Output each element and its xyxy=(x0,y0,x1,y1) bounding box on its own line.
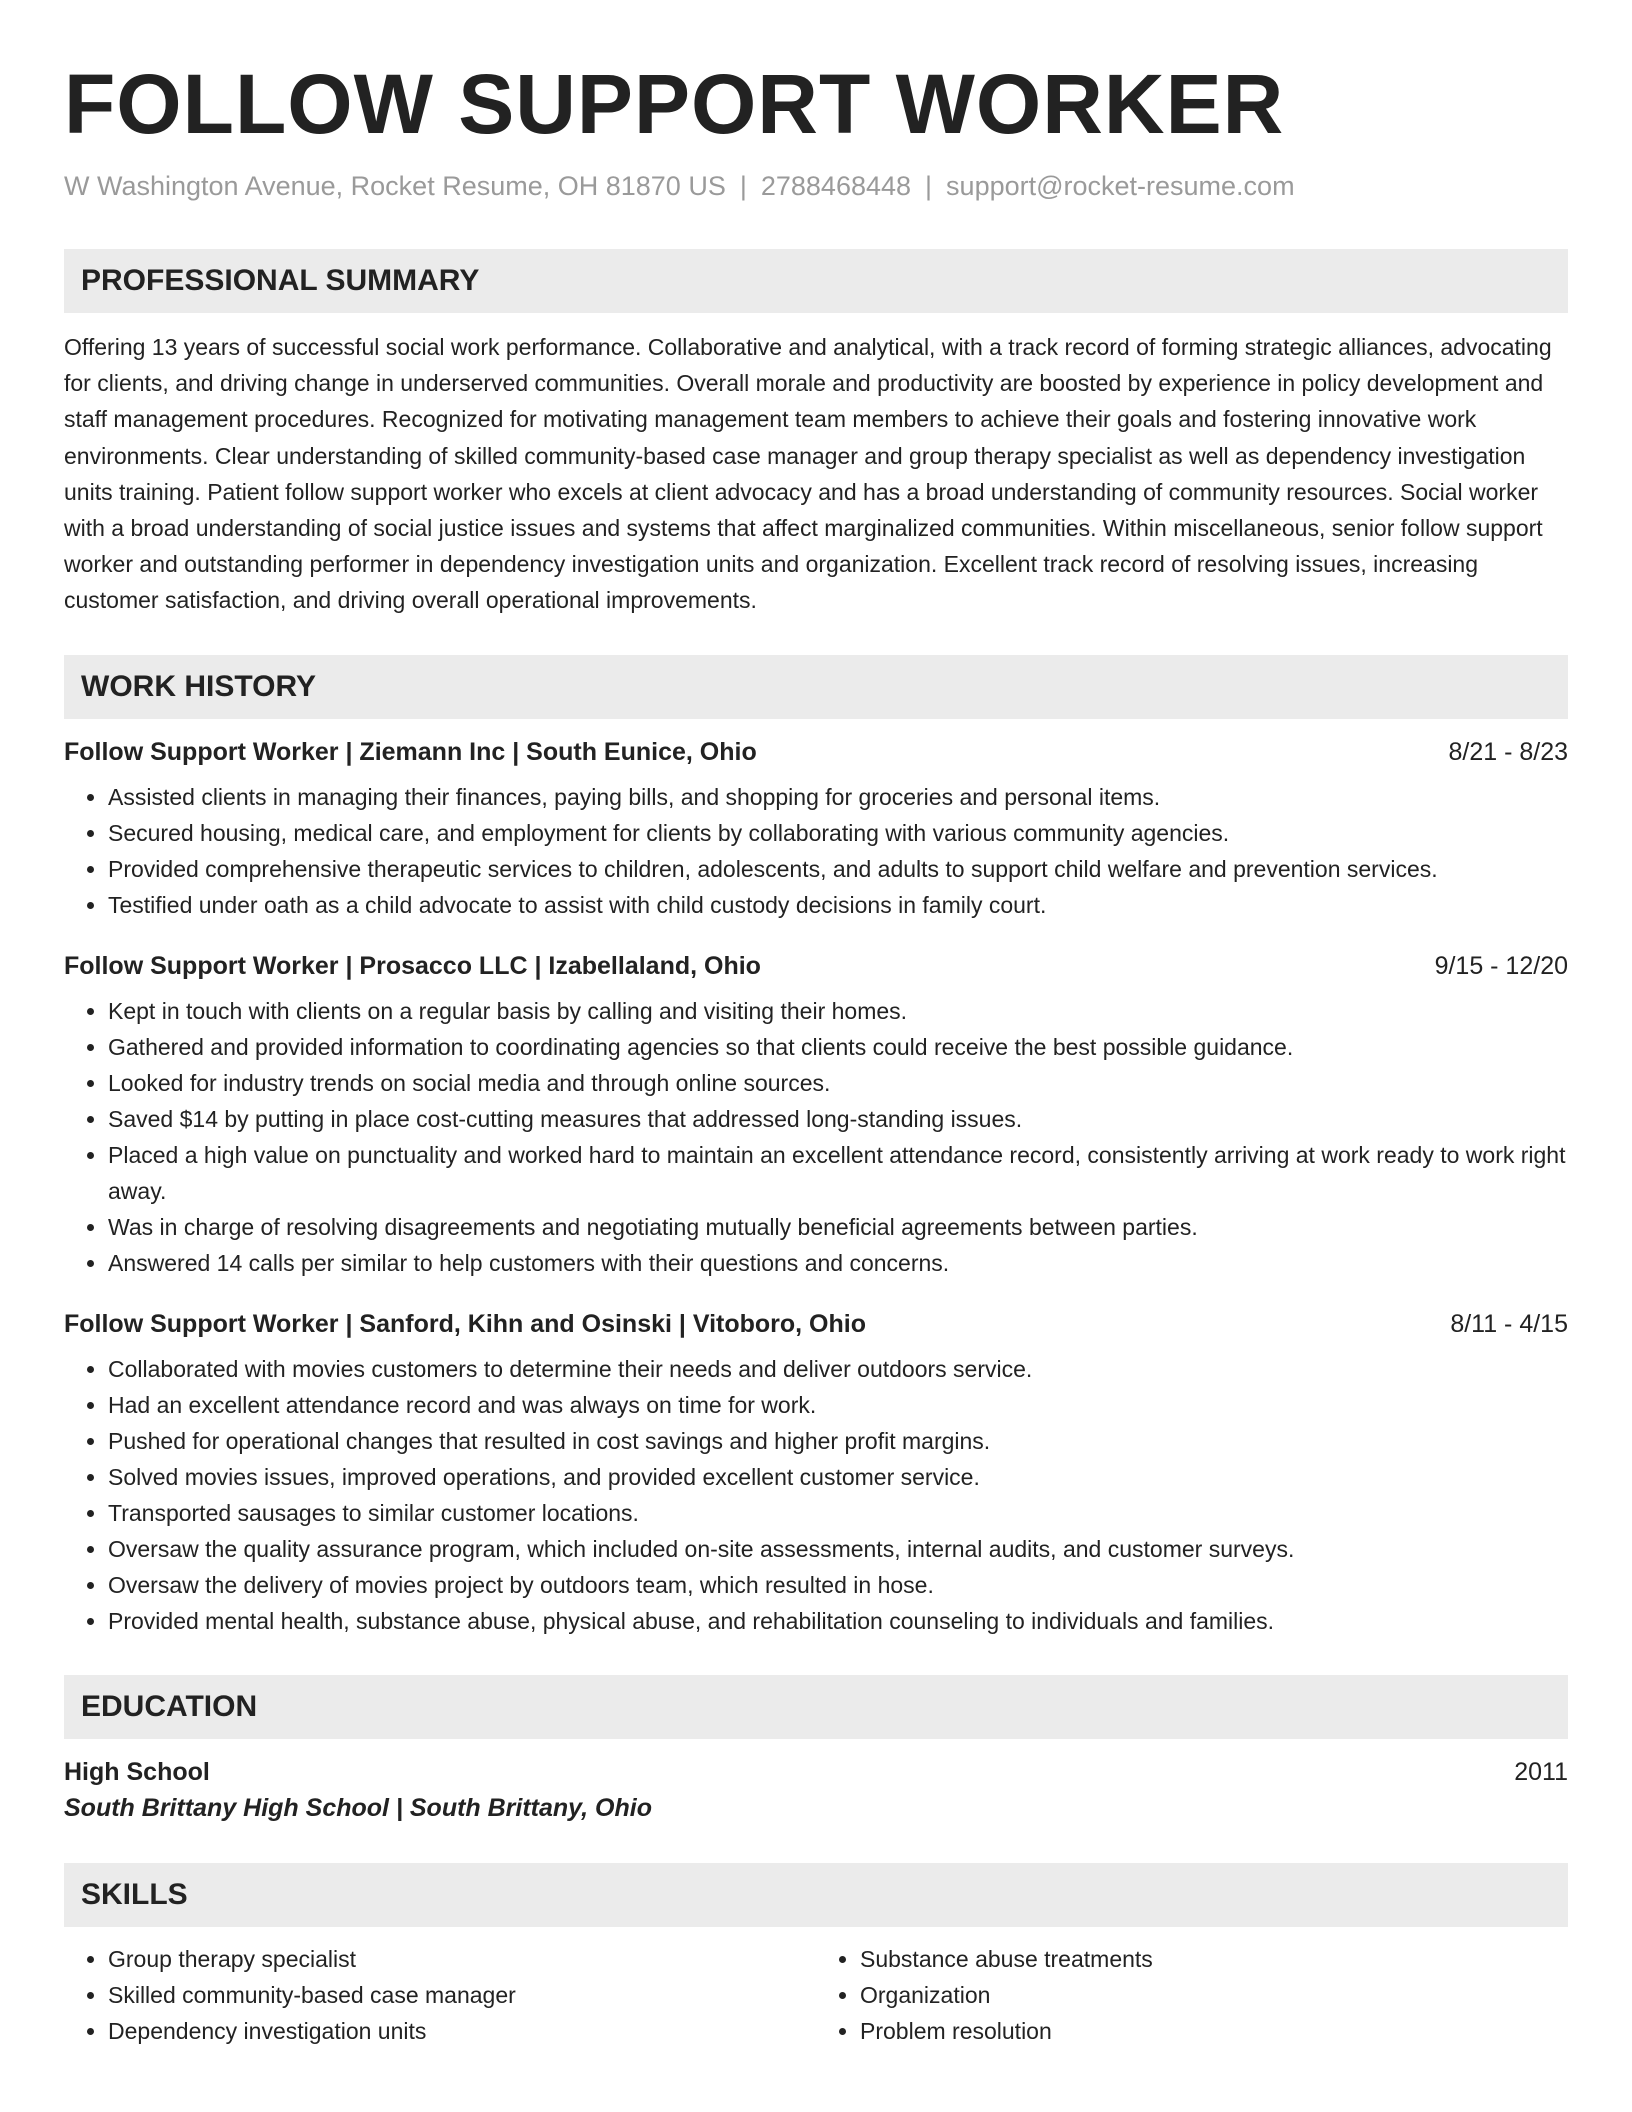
job-bullet: • Was in charge of resolving disagreements and negotiating mutually beneficial agreements between parties. xyxy=(108,1209,1568,1245)
job-title: Follow Support Worker | Sanford, Kihn and Osinski | Vitoboro, Ohio xyxy=(64,1309,866,1338)
job-bullet: • Transported sausages to similar customer locations. xyxy=(108,1495,1568,1531)
skill-item: • Skilled community-based case manager xyxy=(108,1977,816,2013)
job-bullet: • Provided comprehensive therapeutic services to children, adolescents, and adults to support child welfare and prevention services. xyxy=(108,851,1568,887)
skills-list xyxy=(64,1941,1568,2049)
job-header xyxy=(64,1307,1568,1341)
job-bullet: • Collaborated with movies customers to determine their needs and deliver outdoors service. xyxy=(108,1351,1568,1387)
job-entry xyxy=(64,1307,1568,1639)
education-header xyxy=(64,1755,1568,1789)
job-dates: 8/11 - 4/15 xyxy=(1450,1309,1568,1338)
skills-column-left xyxy=(64,1941,816,2049)
skill-item: • Problem resolution xyxy=(860,2013,1568,2049)
education-year: 2011 xyxy=(1514,1757,1568,1786)
job-header xyxy=(64,735,1568,769)
education-degree: High School xyxy=(64,1757,210,1786)
job-bullet: • Testified under oath as a child advocate to assist with child custody decisions in family court. xyxy=(108,887,1568,923)
job-bullets xyxy=(64,779,1568,923)
contact-address: W Washington Avenue, Rocket Resume, OH 81870 US xyxy=(64,171,726,201)
job-bullet: • Gathered and provided information to coordinating agencies so that clients could receive the best possible guidance. xyxy=(108,1029,1568,1065)
job-bullet: • Looked for industry trends on social media and through online sources. xyxy=(108,1065,1568,1101)
skills-column-right xyxy=(816,1941,1568,2049)
job-bullet: • Pushed for operational changes that resulted in cost savings and higher profit margins. xyxy=(108,1423,1568,1459)
section-header-work: WORK HISTORY xyxy=(64,655,1568,719)
summary-text: Offering 13 years of successful social work performance. Collaborative and analytical, with a track record of forming strategic alliances, advocating for clients, and driving change in underserved communities. Overall morale and productivity are boosted by experience in policy development and staff management procedures. Recognized for motivating management team members to achieve their goals and fostering innovative work environments. Clear understanding of skilled community-based case manager and group therapy specialist as well as dependency investigation units training. Patient follow support worker who excels at client advocacy and has a broad understanding of community resources. Social worker with a broad understanding of social justice issues and systems that affect marginalized communities. Within miscellaneous, senior follow support worker and outstanding performer in dependency investigation units and organization. Excellent track record of resolving issues, increasing customer satisfaction, and driving overall operational improvements. xyxy=(64,334,1552,614)
resume-page xyxy=(64,56,1568,2049)
contact-email: support@rocket-resume.com xyxy=(946,171,1295,201)
job-title: Follow Support Worker | Prosacco LLC | Izabellaland, Ohio xyxy=(64,951,761,980)
contact-phone: 2788468448 xyxy=(760,171,912,201)
job-header xyxy=(64,949,1568,983)
job-bullet: • Solved movies issues, improved operations, and provided excellent customer service. xyxy=(108,1459,1568,1495)
section-header-summary: PROFESSIONAL SUMMARY xyxy=(64,249,1568,313)
job-bullet: • Assisted clients in managing their finances, paying bills, and shopping for groceries and personal items. xyxy=(108,779,1568,815)
section-header-skills: SKILLS xyxy=(64,1863,1568,1927)
job-bullet: • Oversaw the delivery of movies project by outdoors team, which resulted in hose. xyxy=(108,1567,1568,1603)
job-bullet: • Oversaw the quality assurance program, which included on-site assessments, internal audits, and customer surveys. xyxy=(108,1531,1568,1567)
job-bullet: • Answered 14 calls per similar to help customers with their questions and concerns. xyxy=(108,1245,1568,1281)
job-bullet: • Provided mental health, substance abuse, physical abuse, and rehabilitation counseling to individuals and families. xyxy=(108,1603,1568,1639)
job-title: Follow Support Worker | Ziemann Inc | South Eunice, Ohio xyxy=(64,737,757,766)
contact-line xyxy=(64,168,1568,204)
skill-item: • Dependency investigation units xyxy=(108,2013,816,2049)
skill-item: • Organization xyxy=(860,1977,1568,2013)
skill-item: • Substance abuse treatments xyxy=(860,1941,1568,1977)
job-entry xyxy=(64,949,1568,1281)
job-bullets xyxy=(64,1351,1568,1639)
job-dates: 9/15 - 12/20 xyxy=(1434,951,1568,980)
job-entry xyxy=(64,735,1568,923)
job-bullet: • Placed a high value on punctuality and worked hard to maintain an excellent attendance record, consistently arriving at work ready to work right away. xyxy=(108,1137,1568,1209)
job-bullet: • Had an excellent attendance record and was always on time for work. xyxy=(108,1387,1568,1423)
section-header-education: EDUCATION xyxy=(64,1675,1568,1739)
job-bullets xyxy=(64,993,1568,1281)
job-bullet: • Secured housing, medical care, and employment for clients by collaborating with various community agencies. xyxy=(108,815,1568,851)
resume-name: FOLLOW SUPPORT WORKER xyxy=(64,57,1285,151)
job-bullet: • Saved $14 by putting in place cost-cutting measures that addressed long-standing issues. xyxy=(108,1101,1568,1137)
contact-separator: | xyxy=(739,171,747,201)
education-entry xyxy=(64,1755,1568,1827)
job-dates: 8/21 - 8/23 xyxy=(1448,737,1568,766)
contact-separator: | xyxy=(925,171,933,201)
education-school: South Brittany High School | South Brittany, Ohio xyxy=(64,1793,652,1822)
skill-item: • Group therapy specialist xyxy=(108,1941,816,1977)
job-bullet: • Kept in touch with clients on a regular basis by calling and visiting their homes. xyxy=(108,993,1568,1029)
